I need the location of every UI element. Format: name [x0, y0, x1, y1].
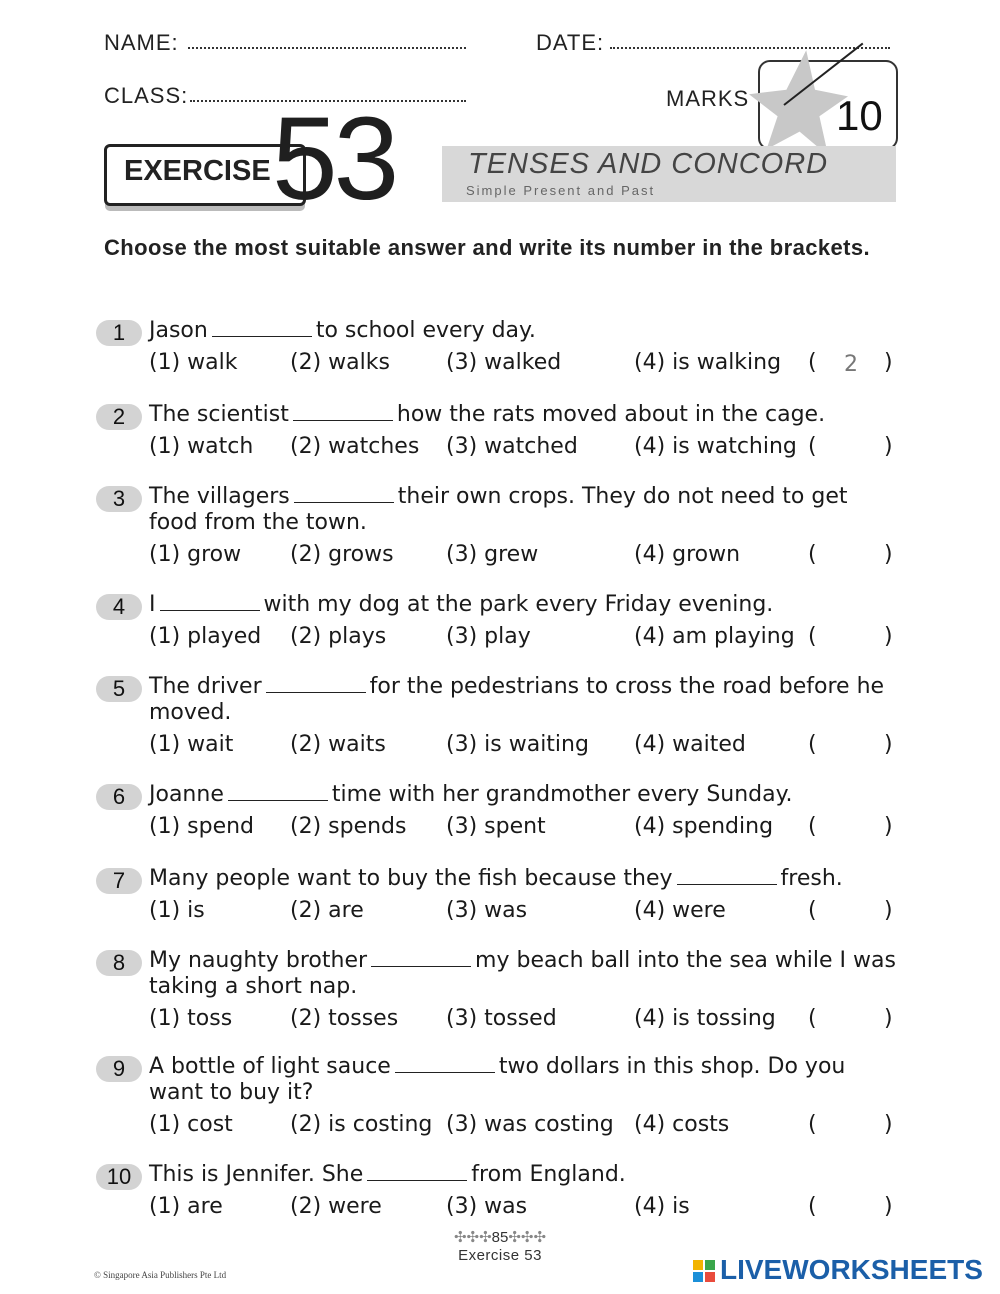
answer-bracket-open: ( [808, 814, 817, 839]
answer-field[interactable] [844, 544, 868, 568]
answer-blank [294, 484, 394, 503]
option-3: (3) play [446, 624, 531, 649]
answer-blank [677, 866, 777, 885]
question-stem [149, 782, 899, 808]
option-4: (4) spending [634, 814, 774, 839]
question-5 [96, 674, 902, 760]
answer-field[interactable] [844, 816, 868, 840]
option-1: (1) are [149, 1194, 223, 1219]
liveworksheets-logo-icon [692, 1259, 716, 1283]
stem-before-blank: The scientist [149, 402, 289, 427]
question-stem [149, 948, 899, 1000]
name-label: NAME: [104, 30, 179, 55]
answer-bracket-close: ) [884, 434, 893, 459]
answer-bracket-close: ) [884, 1112, 893, 1137]
answer-field[interactable] [844, 900, 868, 924]
answer-bracket-open: ( [808, 624, 817, 649]
copyright: © Singapore Asia Publishers Pte Ltd [94, 1270, 227, 1280]
option-1: (1) wait [149, 732, 234, 757]
option-3: (3) walked [446, 350, 562, 375]
answer-blank [293, 402, 393, 421]
ornament-left: ✣✣✣ [453, 1229, 492, 1246]
option-3: (3) spent [446, 814, 546, 839]
option-1: (1) is [149, 898, 205, 923]
answer-blank [212, 318, 312, 337]
ornament-right: ✣✣✣ [508, 1229, 547, 1246]
option-2: (2) were [290, 1194, 382, 1219]
question-stem [149, 484, 899, 536]
question-3 [96, 484, 902, 570]
question-number: 3 [96, 486, 142, 512]
stem-after-blank: with my dog at the park every Friday evening. [263, 592, 774, 617]
page-label: Exercise 53 [458, 1247, 542, 1264]
option-4: (4) were [634, 898, 726, 923]
option-1: (1) cost [149, 1112, 233, 1137]
exercise-number: 53 [272, 93, 396, 225]
answer-blank [266, 674, 366, 693]
option-2: (2) waits [290, 732, 386, 757]
answer-blank [160, 592, 260, 611]
option-4: (4) is tossing [634, 1006, 776, 1031]
question-number: 1 [96, 320, 142, 346]
option-2: (2) grows [290, 542, 394, 567]
answer-bracket-close: ) [884, 898, 893, 923]
question-number: 7 [96, 868, 142, 894]
stem-after-blank: to school every day. [315, 318, 536, 343]
option-4: (4) costs [634, 1112, 730, 1137]
answer-blank [367, 1162, 467, 1181]
answer-field[interactable] [844, 626, 868, 650]
option-2: (2) walks [290, 350, 390, 375]
question-stem [149, 592, 899, 618]
option-2: (2) watches [290, 434, 420, 459]
question-8 [96, 948, 902, 1034]
question-number: 5 [96, 676, 142, 702]
stem-before-blank: Joanne [149, 782, 224, 807]
answer-bracket-open: ( [808, 1194, 817, 1219]
topic-subtitle: Simple Present and Past [466, 183, 656, 198]
star-icon [738, 48, 848, 158]
option-1: (1) spend [149, 814, 255, 839]
question-number: 6 [96, 784, 142, 810]
question-stem [149, 866, 899, 892]
stem-before-blank: The villagers [149, 484, 290, 509]
question-7 [96, 866, 902, 926]
stem-before-blank: The driver [149, 674, 262, 699]
instructions: Choose the most suitable answer and write its number in the brackets. [104, 235, 870, 260]
question-stem [149, 674, 899, 726]
stem-after-blank: for the pedestrians to cross the road before he moved. [149, 674, 885, 725]
option-2: (2) are [290, 898, 364, 923]
question-6 [96, 782, 902, 842]
answer-field[interactable]: 2 [844, 352, 858, 377]
answer-bracket-open: ( [808, 350, 817, 375]
answer-bracket-open: ( [808, 1006, 817, 1031]
option-2: (2) plays [290, 624, 387, 649]
question-number: 4 [96, 594, 142, 620]
answer-bracket-close: ) [884, 350, 893, 375]
stem-after-blank: two dollars in this shop. Do you want to buy it? [149, 1054, 846, 1105]
question-2 [96, 402, 902, 462]
option-3: (3) grew [446, 542, 539, 567]
option-3: (3) was costing [446, 1112, 614, 1137]
answer-bracket-open: ( [808, 542, 817, 567]
answer-bracket-open: ( [808, 732, 817, 757]
answer-bracket-open: ( [808, 1112, 817, 1137]
exercise-label: EXERCISE [124, 155, 271, 187]
page-number-value: 85 [491, 1229, 509, 1246]
marks-total: 10 [836, 92, 883, 139]
option-4: (4) waited [634, 732, 746, 757]
option-4: (4) is walking [634, 350, 782, 375]
option-4: (4) is [634, 1194, 690, 1219]
option-2: (2) tosses [290, 1006, 399, 1031]
topic-title: TENSES AND CONCORD [468, 148, 829, 180]
brand-logo[interactable]: LIVEWORKSHEETS [720, 1254, 983, 1285]
stem-after-blank: fresh. [780, 866, 843, 891]
option-3: (3) tossed [446, 1006, 557, 1031]
answer-bracket-close: ) [884, 814, 893, 839]
stem-after-blank: time with her grandmother every Sunday. [331, 782, 793, 807]
stem-before-blank: A bottle of light sauce [149, 1054, 391, 1079]
question-number: 2 [96, 404, 142, 430]
option-2: (2) is costing [290, 1112, 433, 1137]
answer-blank [228, 782, 328, 801]
option-3: (3) watched [446, 434, 578, 459]
option-4: (4) am playing [634, 624, 795, 649]
answer-bracket-close: ) [884, 732, 893, 757]
option-3: (3) was [446, 1194, 528, 1219]
option-1: (1) watch [149, 434, 254, 459]
question-number: 9 [96, 1056, 142, 1082]
answer-bracket-close: ) [884, 624, 893, 649]
stem-before-blank: I [149, 592, 156, 617]
answer-bracket-open: ( [808, 434, 817, 459]
answer-field[interactable] [844, 734, 868, 758]
answer-blank [395, 1054, 495, 1073]
question-number: 8 [96, 950, 142, 976]
name-input-line[interactable] [188, 47, 466, 49]
stem-before-blank: Jason [149, 318, 208, 343]
question-stem [149, 1162, 899, 1188]
answer-bracket-close: ) [884, 542, 893, 567]
stem-after-blank: my beach ball into the sea while I was taking a short nap. [149, 948, 896, 999]
answer-bracket-close: ) [884, 1194, 893, 1219]
answer-field[interactable] [844, 1114, 868, 1138]
class-label: CLASS: [104, 83, 189, 108]
answer-field[interactable] [844, 1196, 868, 1220]
stem-before-blank: My naughty brother [149, 948, 368, 973]
question-1 [96, 318, 902, 378]
option-3: (3) was [446, 898, 528, 923]
question-9 [96, 1054, 902, 1140]
question-stem [149, 1054, 899, 1106]
answer-field[interactable] [844, 436, 868, 460]
answer-bracket-open: ( [808, 898, 817, 923]
option-4: (4) is watching [634, 434, 797, 459]
option-1: (1) grow [149, 542, 242, 567]
question-stem [149, 402, 899, 428]
answer-blank [371, 948, 471, 967]
stem-after-blank: from England. [471, 1162, 626, 1187]
option-4: (4) grown [634, 542, 741, 567]
question-10 [96, 1162, 902, 1222]
stem-before-blank: Many people want to buy the fish because they [149, 866, 673, 891]
question-stem [149, 318, 899, 344]
option-1: (1) played [149, 624, 262, 649]
option-2: (2) spends [290, 814, 407, 839]
stem-before-blank: This is Jennifer. She [149, 1162, 364, 1187]
question-4 [96, 592, 902, 652]
option-3: (3) is waiting [446, 732, 589, 757]
date-label: DATE: [536, 30, 605, 55]
stem-after-blank: their own crops. They do not need to get food from the town. [149, 484, 848, 535]
option-1: (1) toss [149, 1006, 233, 1031]
answer-bracket-close: ) [884, 1006, 893, 1031]
marks-label: MARKS [666, 86, 750, 111]
page-number [450, 1228, 550, 1246]
stem-after-blank: how the rats moved about in the cage. [396, 402, 826, 427]
question-number: 10 [96, 1164, 142, 1190]
answer-field[interactable] [844, 1008, 868, 1032]
option-1: (1) walk [149, 350, 238, 375]
